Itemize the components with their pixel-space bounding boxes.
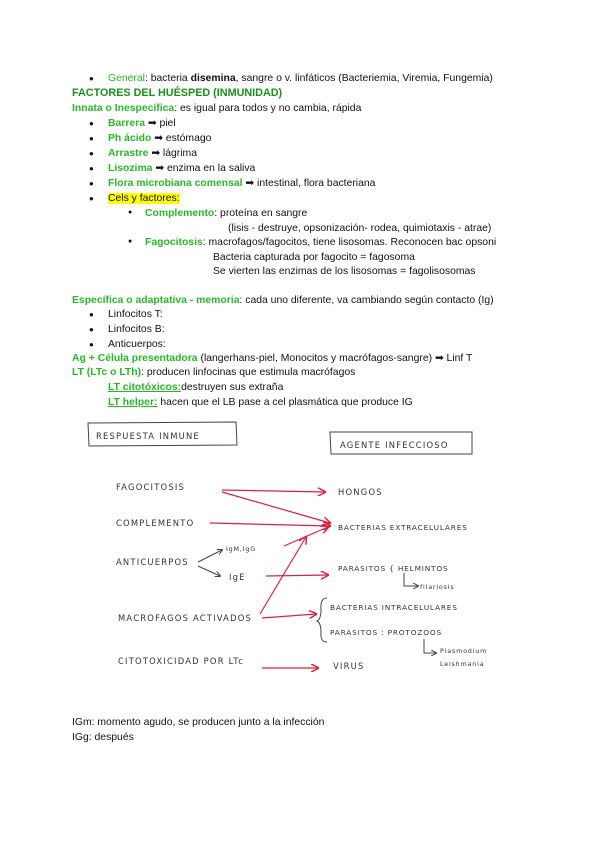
item-text: ➡ lágrima	[148, 148, 197, 159]
bullet-icon: ●	[89, 325, 94, 334]
lt-text: : producen linfocinas que estimula macrófagos	[141, 367, 356, 378]
general-text-c: , sangre o v. linfáticos (Bacteriemia, Viremia, Fungemia)	[235, 73, 493, 84]
fagocitosis-sub1: Bacteria capturada por fagocito = fagosoma	[213, 252, 415, 263]
diagram-right-item: HONGOS	[338, 487, 383, 497]
bullet-icon: ●	[89, 310, 94, 319]
footer-igm: IGm: momento agudo, se producen junto a la infección	[72, 717, 325, 728]
item-text: ➡ enzima en la saliva	[152, 163, 256, 174]
box-respuesta-label: RESPUESTA INMUNE	[96, 431, 200, 441]
item-label: Lisozima	[108, 163, 153, 174]
diagram-right-item: BACTERIAS INTRACELULARES	[330, 603, 458, 612]
arrow-ige-paras	[266, 575, 328, 576]
item-text: ➡ piel	[144, 118, 176, 129]
sub-note: Plasmodium	[440, 647, 488, 655]
ag-label: Ag + Célula presentadora	[72, 353, 198, 364]
innata-item	[108, 147, 197, 160]
arrow-comp-bact	[210, 523, 330, 526]
bullet-icon: ●	[89, 119, 94, 128]
box-agente-label: AGENTE INFECCIOSO	[340, 440, 449, 450]
item-text: ➡ estómago	[151, 133, 212, 144]
item-label: Arrastre	[108, 148, 149, 159]
item-label: Barrera	[108, 118, 145, 129]
complemento-line	[145, 207, 307, 220]
immune-response-diagram	[0, 410, 600, 705]
bullet-icon: ●	[89, 340, 94, 349]
bullet-icon: ●	[89, 194, 94, 203]
diagram-right-item: VIRUS	[333, 661, 365, 671]
innata-item	[108, 177, 375, 190]
sub-note: filariosis	[420, 583, 455, 591]
general-text-b: disemina	[190, 73, 236, 84]
bullet-icon: ●	[89, 179, 94, 188]
bullet-icon: ●	[89, 149, 94, 158]
especifica-label: Específica o adaptativa - memoria	[72, 295, 240, 306]
cels-label: Cels y factores:	[108, 193, 180, 204]
bullet-icon: ●	[128, 238, 133, 245]
ltc-text: destruyen sus extraña	[181, 382, 284, 393]
ig-label: IgE	[229, 572, 246, 582]
footer-igg: IGg: después	[72, 732, 134, 743]
general-label: General	[108, 73, 145, 84]
especifica-text: : cada uno diferente, va cambiando según contacto (Ig)	[239, 295, 494, 306]
brace	[317, 598, 327, 642]
innata-item	[108, 132, 211, 145]
item-label: Ph ácido	[108, 133, 152, 144]
fagocitosis-line	[145, 236, 496, 249]
ig-label: IgM,IgG	[226, 545, 256, 553]
lth-label: LT helper:	[108, 397, 158, 408]
innata-item	[108, 162, 255, 175]
lt-label: LT (LTc o LTh)	[72, 367, 142, 378]
note-arrow	[404, 573, 418, 586]
ag-line	[72, 352, 472, 365]
arrow-macro-bact	[262, 614, 316, 618]
diagram-right-item: BACTERIAS EXTRACELULARES	[338, 523, 468, 532]
section-heading: FACTORES DEL HUÉSPED (INMUNIDAD)	[72, 87, 283, 99]
especifica-item: Linfocitos B:	[108, 324, 165, 335]
diagram-left-item: MACROFAGOS ACTIVADOS	[118, 613, 253, 623]
diagram-left-item: FAGOCITOSIS	[116, 482, 186, 492]
arrow-igm-bact	[284, 527, 328, 546]
diagram-left-item: CITOTOXICIDAD POR LTc	[118, 656, 244, 666]
diagram-left-item: COMPLEMENTO	[116, 518, 195, 528]
general-line	[108, 72, 493, 85]
cels-line	[108, 192, 180, 205]
general-text-a: : bacteria	[144, 73, 191, 84]
diagram-left-item: ANTICUERPOS	[116, 557, 189, 567]
bullet-icon: ●	[89, 134, 94, 143]
bullet-icon: ●	[128, 209, 133, 216]
ig-branch-up	[198, 550, 222, 562]
complemento-text: : proteína en sangre	[214, 208, 308, 219]
especifica-item: Linfocitos T:	[108, 309, 163, 320]
arrow-fago-bact	[222, 492, 330, 523]
diagram-right-item: PARASITOS : PROTOZOOS	[330, 628, 442, 637]
ag-text: (langerhans-piel, Monocitos y macrófagos-sangre) ➡ Linf T	[197, 353, 473, 364]
fagocitosis-text: : macrofagos/fagocitos, tiene lisosomas. Reconocen bac opsoni	[202, 237, 497, 248]
ig-branch-down	[198, 566, 220, 576]
complemento-sub: (lisis - destruye, opsonización- rodea, quimiotaxis - atrae)	[228, 223, 492, 234]
note-arrow	[424, 639, 436, 653]
item-text: ➡ intestinal, flora bacteriana	[242, 178, 376, 189]
fagocitosis-label: Fagocitosis	[145, 237, 203, 248]
innata-text: : es igual para todos y no cambia, rápida	[174, 103, 362, 114]
innata-label: Innata o Inespecífica	[72, 103, 175, 114]
item-label: Flora microbiana comensal	[108, 178, 243, 189]
ltc-line	[108, 381, 283, 394]
fagocitosis-sub2: Se vierten las enzimas de los lisosomas = fagolisosomas	[213, 266, 476, 277]
complemento-label: Complemento	[145, 208, 215, 219]
bullet-icon: ●	[89, 164, 94, 173]
ltc-label: LT citotóxicos:	[108, 382, 182, 393]
sub-note: Leishmania	[440, 660, 485, 668]
especifica-item: Anticuerpos:	[108, 339, 166, 350]
arrow-fago-hongos	[222, 490, 325, 492]
especifica-line	[72, 294, 494, 307]
innata-item	[108, 117, 176, 130]
lth-line	[108, 396, 413, 409]
innata-line	[72, 102, 361, 115]
lt-line	[72, 366, 355, 379]
lth-text: hacen que el LB pase a cel plasmática que produce IG	[157, 397, 413, 408]
bullet-icon: ●	[89, 74, 94, 83]
diagram-right-item: PARASITOS { HELMINTOS	[338, 564, 449, 573]
